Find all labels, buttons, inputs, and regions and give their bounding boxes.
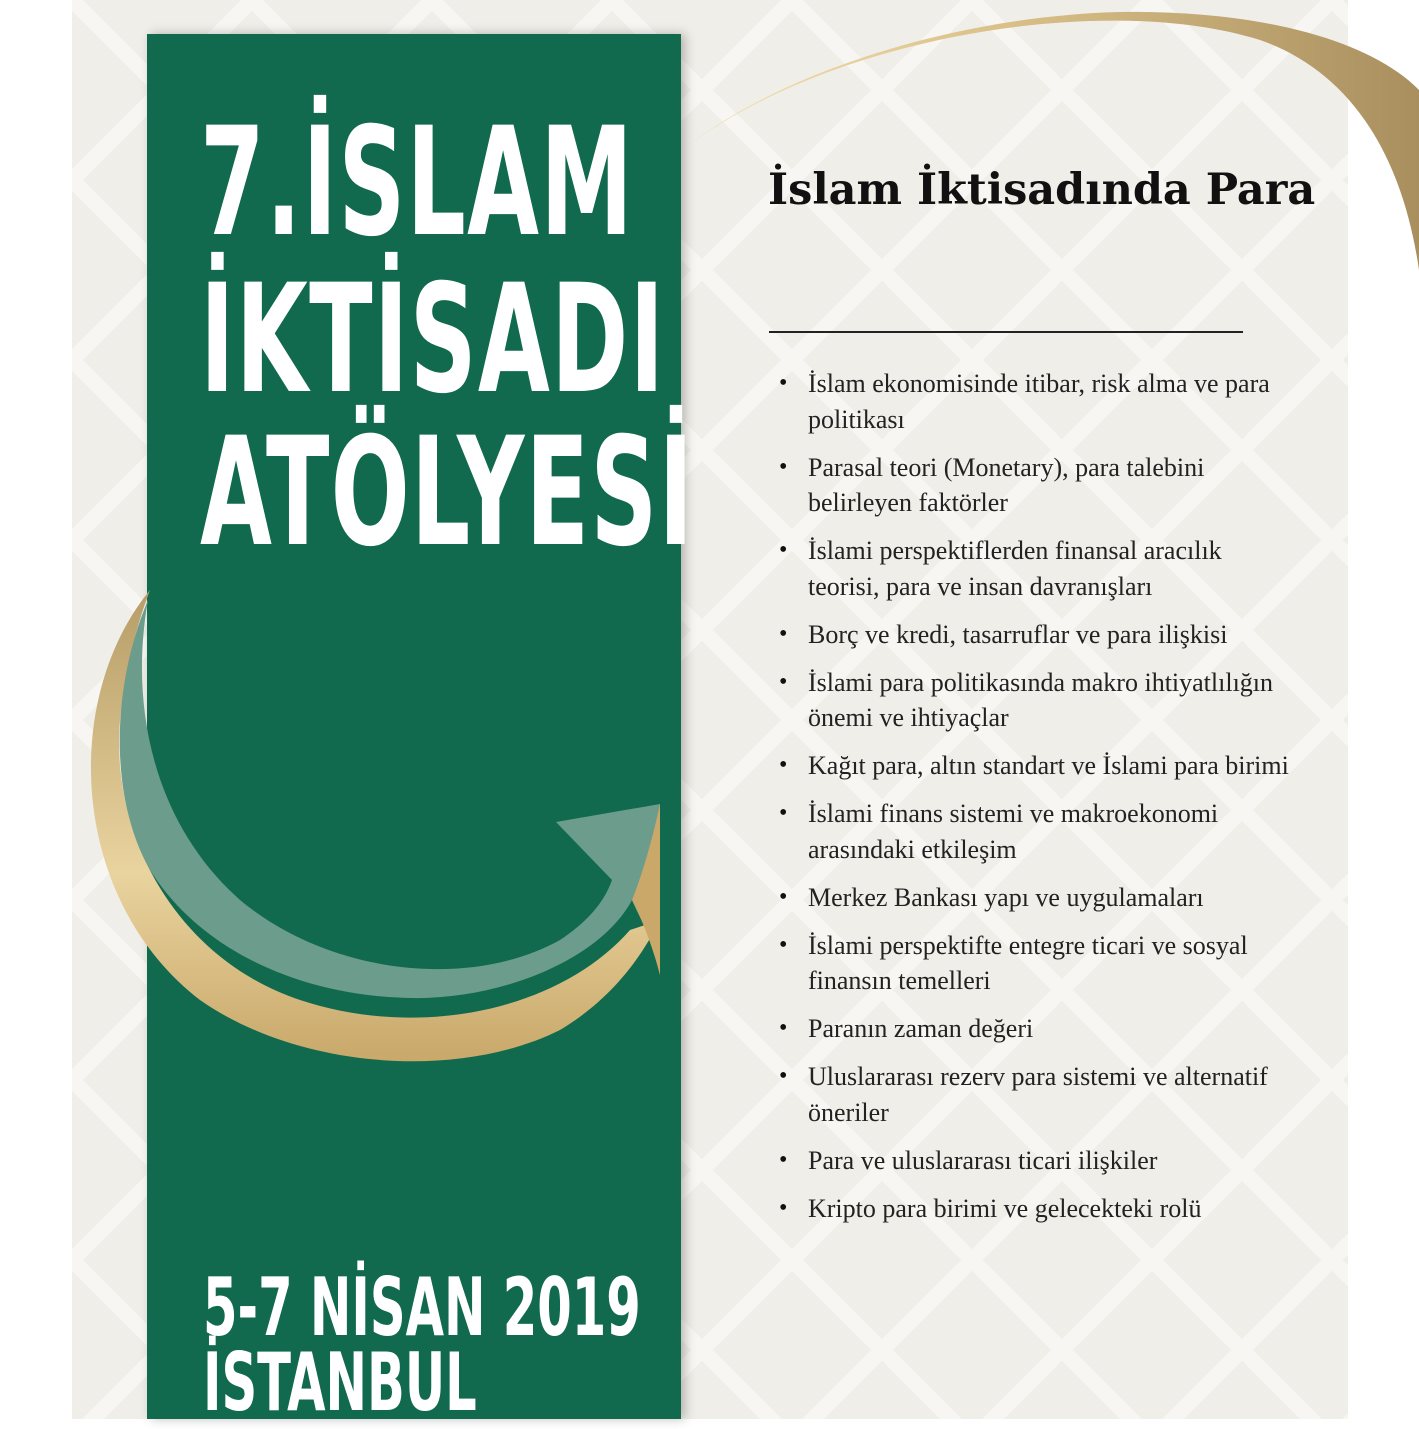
teal-arrow-arc [120, 600, 660, 998]
list-item [776, 796, 1296, 867]
topic-text: İslami perspektifte entegre ticari ve sosyal finansın temelleri [808, 930, 1248, 995]
event-title-line-3: ATÖLYESİ [200, 406, 695, 580]
bullet-icon: • [779, 620, 788, 647]
list-item [776, 1191, 1296, 1227]
bullet-icon: • [779, 668, 788, 695]
list-item [776, 366, 1296, 437]
bullet-icon: • [779, 1015, 788, 1041]
topic-text: İslami para politikasında makro ihtiyatlılığın önemi ve ihtiyaçlar [808, 667, 1274, 732]
list-item [776, 665, 1296, 736]
topic-text: Paranın zaman değeri [808, 1014, 1034, 1043]
topic-text: Borç ve kredi, tasarruflar ve para ilişkisi [808, 619, 1228, 649]
topic-list [776, 366, 1296, 1239]
event-date: 5-7 NİSAN 2019 [203, 1261, 641, 1354]
bullet-icon: • [779, 1194, 788, 1221]
list-item [776, 1059, 1296, 1130]
event-title-line-1: 7.İSLAM [200, 96, 635, 270]
list-item [776, 450, 1296, 521]
bullet-icon: • [779, 453, 788, 480]
list-item [776, 533, 1296, 604]
topic-text: Kağıt para, altın standart ve İslami para birimi [808, 751, 1289, 780]
topic-text: Parasal teori (Monetary), para talebini belirleyen faktörler [808, 452, 1205, 517]
list-item [776, 1143, 1296, 1179]
topic-text: İslami finans sistemi ve makroekonomi arasındaki etkileşim [808, 799, 1219, 864]
topic-text: Merkez Bankası yapı ve uygulamaları [808, 882, 1204, 912]
topic-text: Kripto para birimi ve gelecekteki rolü [808, 1193, 1202, 1223]
topic-text: İslam ekonomisinde itibar, risk alma ve para politikası [808, 369, 1270, 434]
topic-text: İslami perspektiflerden finansal aracılık teorisi, para ve insan davranışları [808, 536, 1222, 601]
list-item [776, 928, 1296, 999]
bullet-icon: • [779, 800, 788, 826]
list-item [776, 748, 1296, 784]
event-city: İSTANBUL [203, 1336, 477, 1429]
list-item [776, 1011, 1296, 1047]
bullet-icon: • [779, 537, 788, 563]
topic-text: Para ve uluslararası ticari ilişkiler [808, 1145, 1158, 1175]
bullet-icon: • [779, 931, 788, 958]
event-title-line-2: İKTİSADI [200, 253, 666, 427]
heading-divider [769, 331, 1243, 333]
topic-text: Uluslararası rezerv para sistemi ve alternatif öneriler [808, 1062, 1268, 1127]
list-item [776, 617, 1296, 653]
bullet-icon: • [779, 1063, 788, 1089]
list-item [776, 880, 1296, 916]
bullet-icon: • [779, 883, 788, 910]
bullet-icon: • [779, 752, 788, 778]
section-heading: İslam İktisadında Para [768, 165, 1316, 215]
bullet-icon: • [779, 1146, 788, 1173]
bullet-icon: • [779, 370, 788, 396]
